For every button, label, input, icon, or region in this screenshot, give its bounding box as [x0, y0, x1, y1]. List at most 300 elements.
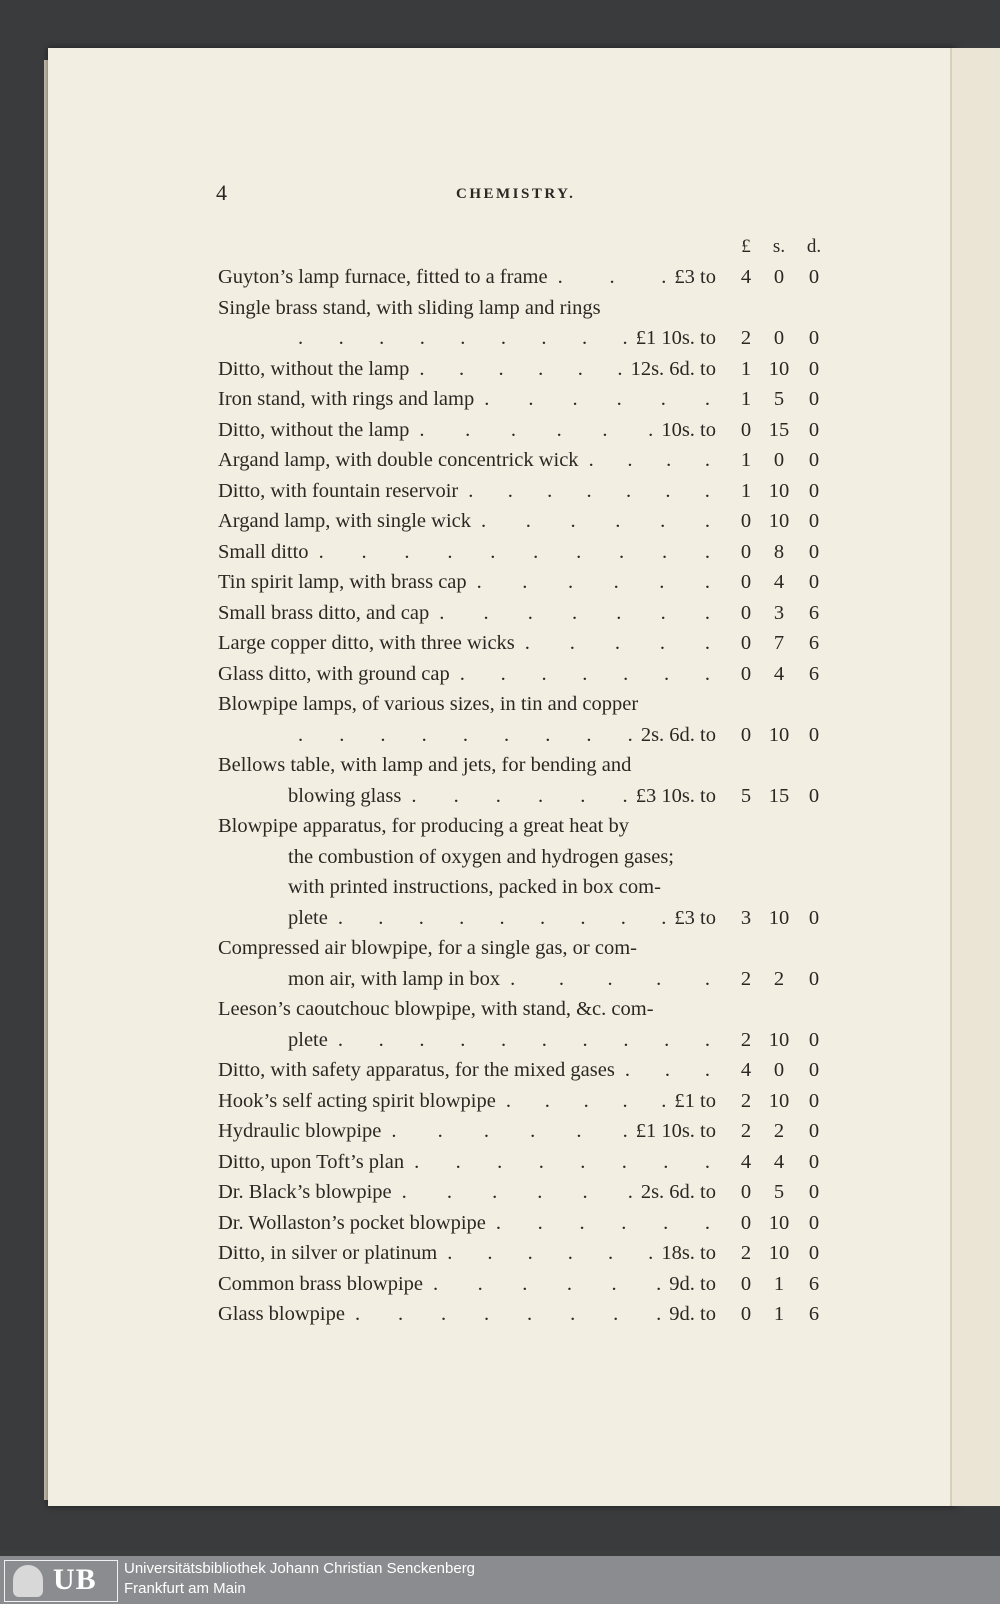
leader-dot: . — [661, 1089, 667, 1112]
dot-leader — [298, 720, 633, 751]
shillings-value: 10 — [768, 1211, 790, 1234]
item-description: Tin spirit lamp, with brass cap — [218, 571, 467, 593]
shillings-value: 7 — [773, 632, 785, 654]
leader-dot: . — [704, 1028, 710, 1051]
pence-header: d. — [806, 236, 822, 257]
item-description: Glass blowpipe — [218, 1303, 345, 1325]
leader-dot: . — [581, 327, 588, 349]
pounds-value: 1 — [740, 357, 752, 380]
leader-dot: . — [544, 1089, 550, 1112]
leader-dot: . — [616, 388, 622, 410]
leader-dot: . — [545, 723, 551, 746]
leader-dot: . — [455, 1150, 461, 1173]
list-item — [0, 659, 1000, 690]
price-range: 2s. 6d. to — [640, 1181, 716, 1203]
leader-dot: . — [537, 1181, 543, 1203]
pounds-value: 1 — [740, 449, 752, 471]
pounds-value: 5 — [740, 784, 752, 807]
item-description: Dr. Wollaston’s pocket blowpipe — [218, 1211, 486, 1234]
leader-dot: . — [530, 1120, 536, 1142]
leader-dot: . — [419, 327, 425, 349]
price-column-headers — [0, 236, 1000, 262]
leader-dot: . — [663, 1211, 669, 1234]
leader-dot: . — [339, 723, 345, 746]
leader-dot: . — [419, 1028, 425, 1051]
shillings-value: 2 — [773, 1120, 785, 1142]
leader-dot: . — [380, 723, 386, 746]
leader-dot: . — [624, 1059, 630, 1081]
leader-dot: . — [401, 1181, 407, 1203]
leader-dot: . — [664, 1059, 670, 1081]
list-item — [0, 994, 1000, 1025]
pounds-header: £ — [741, 236, 751, 257]
leader-dot: . — [648, 1242, 654, 1264]
price-range: 9d. to — [669, 1303, 716, 1325]
leader-dot: . — [547, 479, 553, 502]
leader-dot: . — [615, 510, 621, 532]
leader-dot: . — [533, 540, 539, 563]
leader-dot: . — [490, 540, 496, 563]
leader-dot: . — [459, 906, 465, 929]
shillings-value: 10 — [768, 1242, 790, 1264]
leader-dot: . — [298, 327, 304, 349]
pence-value: 0 — [808, 1211, 820, 1234]
leader-dot: . — [621, 1150, 627, 1173]
price-range: £3 to — [674, 266, 716, 288]
pence-value: 0 — [808, 571, 820, 593]
senckenberg-portrait-icon — [13, 1565, 43, 1597]
item-description: with printed instructions, packed in box com- — [288, 876, 661, 898]
list-item — [0, 537, 1000, 568]
dot-leader — [439, 598, 710, 629]
leader-dot: . — [625, 479, 632, 502]
shillings-value: 5 — [773, 1181, 785, 1203]
leader-dot: . — [613, 571, 619, 593]
list-item — [0, 293, 1000, 324]
leader-dot: . — [619, 540, 625, 563]
leader-dot: . — [611, 1272, 617, 1295]
leader-dot: . — [298, 723, 304, 746]
list-item — [0, 262, 1000, 293]
leader-dot: . — [522, 1272, 528, 1295]
list-item — [0, 933, 1000, 964]
leader-dot: . — [484, 1303, 490, 1325]
dot-leader — [468, 476, 710, 507]
list-item — [0, 354, 1000, 385]
pounds-value: 2 — [740, 1028, 752, 1051]
leader-dot: . — [541, 327, 547, 349]
dot-leader — [625, 1055, 710, 1086]
price-list — [0, 262, 1000, 1330]
shillings-value: 8 — [773, 540, 785, 563]
dot-leader — [338, 903, 667, 934]
item-description: Argand lamp, with double concentrick wick — [218, 449, 579, 471]
pence-value: 0 — [808, 540, 820, 563]
leader-dot: . — [539, 906, 546, 929]
shillings-value: 4 — [773, 662, 785, 685]
leader-dot: . — [522, 571, 528, 593]
leader-dot: . — [460, 1028, 466, 1051]
leader-dot: . — [495, 1211, 501, 1234]
pence-value: 0 — [808, 1181, 820, 1203]
leader-dot: . — [537, 1211, 543, 1234]
item-description: Ditto, with fountain reservoir — [218, 479, 459, 502]
leader-dot: . — [462, 723, 468, 746]
shillings-value: 10 — [768, 1028, 790, 1051]
leader-dot: . — [337, 1028, 343, 1051]
item-description: Hook’s self acting spirit blowpipe — [218, 1089, 496, 1112]
leader-dot: . — [620, 906, 626, 929]
list-item — [0, 1055, 1000, 1086]
leader-dot: . — [338, 327, 344, 349]
leader-dot: . — [622, 327, 628, 349]
dot-leader — [419, 354, 622, 385]
pounds-value: 4 — [740, 1150, 752, 1173]
leader-dot: . — [613, 1303, 619, 1325]
dot-leader — [496, 1208, 710, 1239]
dot-leader — [414, 1147, 710, 1178]
leader-dot: . — [704, 632, 710, 654]
list-item-continuation — [0, 964, 1000, 995]
leader-dot: . — [704, 388, 710, 410]
leader-dot: . — [656, 1272, 662, 1295]
leader-dot: . — [661, 540, 668, 563]
dot-leader — [411, 781, 627, 812]
item-description: mon air, with lamp in box — [288, 967, 501, 990]
leader-dot: . — [504, 723, 510, 746]
leader-dot: . — [621, 1211, 627, 1234]
leader-dot: . — [453, 784, 459, 807]
leader-dot: . — [465, 418, 471, 441]
pence-value: 0 — [808, 449, 820, 471]
list-item — [0, 1238, 1000, 1269]
list-item — [0, 1147, 1000, 1178]
item-description: Ditto, without the lamp — [218, 418, 410, 441]
leader-dot: . — [623, 1028, 629, 1051]
leader-dot: . — [704, 662, 710, 685]
leader-dot: . — [398, 1303, 404, 1325]
leader-dot: . — [704, 601, 710, 624]
running-head — [216, 180, 736, 210]
item-description: Bellows table, with lamp and jets, for bending and — [218, 754, 632, 776]
pence-value: 0 — [808, 723, 820, 746]
pence-value: 0 — [808, 1120, 820, 1142]
leader-dot: . — [481, 510, 487, 532]
price-range: £1 10s. to — [635, 327, 716, 349]
shillings-value: 0 — [773, 266, 785, 288]
dot-leader — [477, 567, 710, 598]
pence-value: 0 — [808, 967, 820, 990]
library-footer — [0, 1556, 1000, 1604]
pounds-value: 0 — [740, 418, 752, 441]
dot-leader — [484, 384, 710, 415]
list-item-continuation — [0, 323, 1000, 354]
item-description: the combustion of oxygen and hydrogen gases; — [288, 845, 675, 868]
pence-value: 6 — [808, 1272, 820, 1295]
leader-dot: . — [419, 357, 425, 380]
leader-dot: . — [583, 1089, 589, 1112]
price-range: £3 10s. to — [635, 784, 716, 807]
list-item — [0, 1116, 1000, 1147]
leader-dot: . — [507, 479, 513, 502]
leader-dot: . — [441, 1303, 447, 1325]
dot-leader — [525, 628, 710, 659]
pence-value: 0 — [808, 510, 820, 532]
dot-leader — [419, 415, 653, 446]
leader-dot: . — [528, 388, 534, 410]
pounds-value: 3 — [740, 906, 752, 929]
leader-dot: . — [664, 1028, 670, 1051]
pounds-value: 2 — [740, 1120, 752, 1142]
dot-leader — [433, 1269, 661, 1300]
pounds-value: 0 — [740, 571, 752, 593]
dot-leader — [355, 1299, 661, 1330]
shillings-value: 0 — [773, 449, 785, 471]
dot-leader — [460, 659, 710, 690]
shillings-value: 10 — [768, 510, 790, 532]
list-item-continuation — [0, 720, 1000, 751]
pence-value: 6 — [808, 1303, 820, 1325]
dot-leader — [402, 1177, 633, 1208]
shillings-value: 1 — [773, 1272, 785, 1295]
leader-dot: . — [483, 1120, 489, 1142]
leader-dot: . — [483, 601, 489, 624]
leader-dot: . — [660, 388, 666, 410]
shillings-value: 10 — [768, 357, 790, 380]
library-logo[interactable] — [4, 1560, 118, 1602]
leader-dot: . — [458, 357, 465, 380]
leader-dot: . — [527, 1303, 533, 1325]
leader-dot: . — [570, 1303, 576, 1325]
pounds-value: 2 — [740, 1089, 752, 1112]
leader-dot: . — [704, 967, 710, 990]
leader-dot: . — [487, 1242, 493, 1264]
list-item — [0, 384, 1000, 415]
pounds-value: 0 — [740, 510, 752, 532]
leader-dot: . — [627, 723, 633, 746]
leader-dot: . — [495, 784, 501, 807]
leader-dot: . — [704, 540, 710, 563]
leader-dot: . — [704, 510, 710, 532]
shillings-header: s. — [772, 236, 786, 257]
leader-dot: . — [484, 388, 490, 410]
list-item-continuation — [0, 781, 1000, 812]
leader-dot: . — [659, 632, 665, 654]
leader-dot: . — [524, 632, 530, 654]
item-description: Small ditto — [218, 540, 309, 563]
shillings-value: 2 — [773, 967, 785, 990]
pence-value: 0 — [808, 357, 820, 380]
shillings-value: 10 — [768, 479, 790, 502]
leader-dot: . — [446, 1181, 452, 1203]
leader-dot: . — [492, 1181, 498, 1203]
leader-dot: . — [580, 784, 586, 807]
price-range: 9d. to — [669, 1272, 716, 1295]
leader-dot: . — [433, 1272, 439, 1295]
price-range: 10s. to — [661, 418, 716, 441]
pounds-value: 1 — [740, 388, 752, 410]
price-range: 18s. to — [661, 1242, 716, 1264]
leader-dot: . — [447, 1242, 453, 1264]
leader-dot: . — [627, 449, 633, 471]
leader-dot: . — [586, 723, 592, 746]
leader-dot: . — [661, 906, 667, 929]
list-item — [0, 1269, 1000, 1300]
item-description: Ditto, with safety apparatus, for the mixed gases — [218, 1059, 615, 1081]
leader-dot: . — [510, 967, 516, 990]
pounds-value: 0 — [740, 1181, 752, 1203]
pence-value: 0 — [808, 327, 820, 349]
item-description: plete — [288, 906, 328, 929]
leader-dot: . — [661, 266, 667, 288]
list-item — [0, 628, 1000, 659]
price-range: 2s. 6d. to — [640, 723, 716, 746]
pence-value: 0 — [808, 1150, 820, 1173]
shillings-value: 10 — [768, 1089, 790, 1112]
leader-dot: . — [354, 1303, 361, 1325]
list-item-continuation — [0, 903, 1000, 934]
item-description: Blowpipe apparatus, for producing a great heat by — [218, 815, 630, 837]
leader-dot: . — [541, 662, 547, 685]
pounds-value: 0 — [740, 540, 752, 563]
leader-dot: . — [704, 449, 710, 471]
leader-dot: . — [525, 510, 531, 532]
leader-dot: . — [538, 357, 544, 380]
leader-dot: . — [557, 266, 563, 288]
leader-dot: . — [419, 418, 425, 441]
leader-dot: . — [660, 510, 666, 532]
leader-dot: . — [576, 1120, 582, 1142]
leader-dot: . — [570, 510, 576, 532]
logo-text: UB — [53, 1563, 97, 1596]
price-range: £3 to — [674, 906, 716, 929]
leader-dot: . — [558, 967, 564, 990]
pounds-value: 0 — [740, 1303, 752, 1325]
leader-dot: . — [665, 479, 671, 502]
leader-dot: . — [663, 1150, 669, 1173]
leader-dot: . — [500, 662, 506, 685]
leader-dot: . — [538, 784, 544, 807]
leader-dot: . — [527, 601, 533, 624]
item-description: Ditto, in silver or platinum — [218, 1242, 438, 1264]
dot-leader — [391, 1116, 627, 1147]
leader-dot: . — [411, 784, 417, 807]
leader-dot: . — [505, 1089, 511, 1112]
list-item-continuation — [0, 872, 1000, 903]
pounds-value: 2 — [740, 1242, 752, 1264]
leader-dot: . — [576, 540, 582, 563]
leader-dot: . — [609, 266, 615, 288]
leader-dot: . — [622, 784, 628, 807]
leader-dot: . — [616, 601, 622, 624]
library-city: Frankfurt am Main — [124, 1580, 246, 1597]
leader-dot: . — [579, 1211, 585, 1234]
item-description: Single brass stand, with sliding lamp and rings — [218, 296, 601, 319]
leader-dot: . — [318, 540, 324, 563]
item-description: Large copper ditto, with three wicks — [218, 632, 515, 654]
item-description: Ditto, without the lamp — [218, 357, 410, 380]
list-item — [0, 1177, 1000, 1208]
page-number: 4 — [216, 180, 227, 205]
dot-leader — [558, 262, 667, 293]
pounds-value: 0 — [740, 723, 752, 746]
leader-dot: . — [476, 571, 482, 593]
list-item — [0, 567, 1000, 598]
shillings-value: 0 — [773, 327, 785, 349]
running-title: CHEMISTRY. — [456, 186, 576, 202]
pence-value: 6 — [808, 662, 820, 685]
shillings-value: 4 — [773, 571, 785, 593]
leader-dot: . — [663, 662, 670, 685]
leader-dot: . — [659, 571, 665, 593]
leader-dot: . — [622, 1120, 628, 1142]
shillings-value: 3 — [773, 601, 785, 624]
pounds-value: 2 — [740, 327, 752, 349]
leader-dot: . — [404, 540, 410, 563]
leader-dot: . — [556, 418, 562, 441]
leader-dot: . — [437, 1120, 443, 1142]
item-description: Argand lamp, with single wick — [218, 510, 471, 532]
leader-dot: . — [582, 1028, 588, 1051]
leader-dot: . — [498, 357, 504, 380]
shillings-value: 1 — [773, 1303, 785, 1325]
shillings-value: 15 — [768, 784, 790, 807]
leader-dot: . — [567, 1242, 573, 1264]
leader-dot: . — [666, 449, 672, 471]
leader-dot: . — [447, 540, 453, 563]
dot-leader — [506, 1086, 667, 1117]
item-description: Blowpipe lamps, of various sizes, in tin and copper — [218, 693, 639, 715]
leader-dot: . — [510, 418, 516, 441]
leader-dot: . — [468, 479, 474, 502]
pounds-value: 2 — [740, 967, 752, 990]
leader-dot: . — [648, 418, 654, 441]
list-item-continuation — [0, 1025, 1000, 1056]
leader-dot: . — [582, 662, 588, 685]
pence-value: 0 — [808, 388, 820, 410]
shillings-value: 10 — [768, 723, 790, 746]
leader-dot: . — [602, 418, 608, 441]
library-name: Universitätsbibliothek Johann Christian Senckenberg — [124, 1560, 476, 1577]
list-item — [0, 1299, 1000, 1330]
pounds-value: 0 — [740, 632, 752, 654]
pounds-value: 1 — [740, 479, 752, 502]
leader-dot: . — [572, 388, 578, 410]
list-item — [0, 689, 1000, 720]
pounds-value: 0 — [740, 601, 752, 624]
list-item — [0, 476, 1000, 507]
leader-dot: . — [656, 967, 662, 990]
pence-value: 0 — [808, 266, 820, 288]
leader-dot: . — [378, 906, 384, 929]
pounds-value: 0 — [740, 1211, 752, 1234]
item-description: Hydraulic blowpipe — [218, 1120, 382, 1142]
item-description: Glass ditto, with ground cap — [218, 662, 450, 685]
leader-dot: . — [439, 601, 445, 624]
leader-dot: . — [704, 1211, 710, 1234]
item-description: Leeson’s caoutchouc blowpipe, with stand, &c. com- — [218, 998, 654, 1020]
leader-dot: . — [337, 906, 343, 929]
item-description: plete — [288, 1028, 328, 1051]
item-description: blowing glass — [288, 784, 402, 807]
dot-leader — [447, 1238, 653, 1269]
item-description: Dr. Black’s blowpipe — [218, 1181, 392, 1203]
pence-value: 0 — [808, 906, 820, 929]
pounds-value: 4 — [740, 1059, 752, 1081]
item-description: Guyton’s lamp furnace, fitted to a frame — [218, 266, 548, 288]
leader-dot: . — [617, 357, 623, 380]
list-item — [0, 598, 1000, 629]
